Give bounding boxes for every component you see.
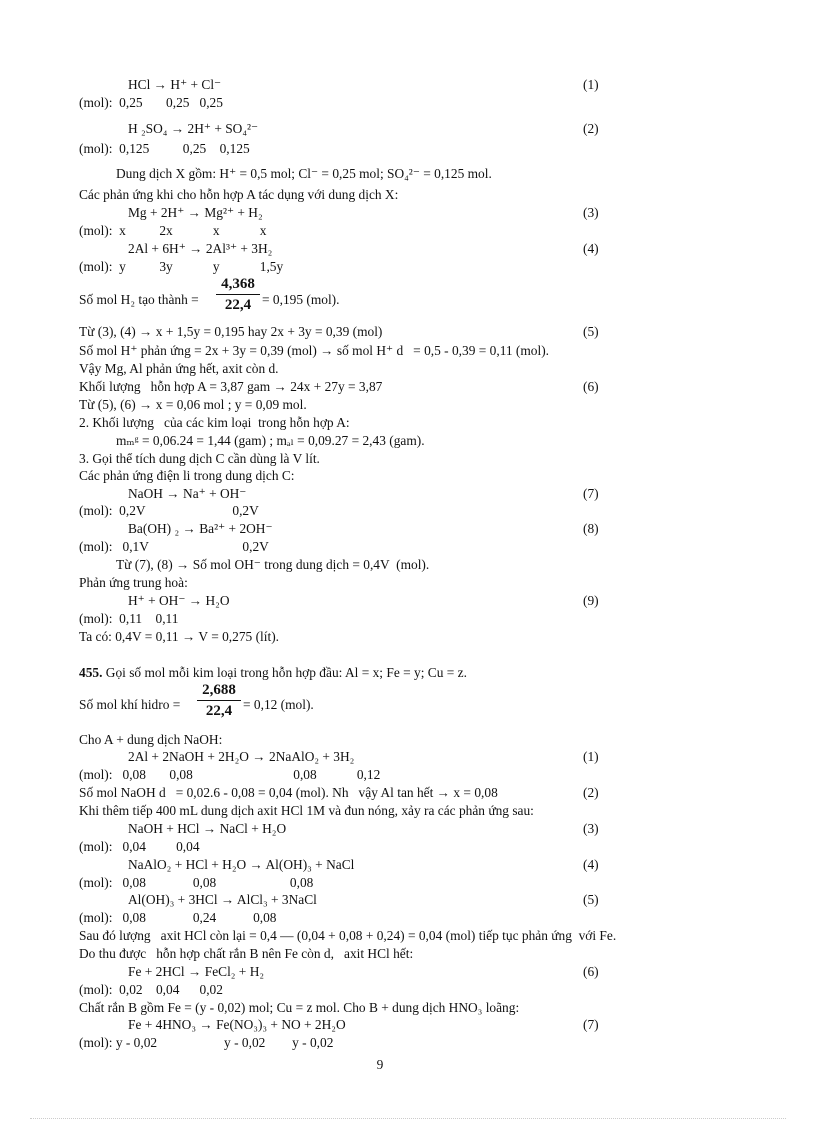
eq-number: (4) [583,241,599,256]
fraction-denominator: 22,4 [224,297,252,313]
eq-number: (4) [583,857,599,872]
line-23: Ba(OH) ₂ → Ba²⁺ + 2OH⁻ [128,521,273,536]
eq-number: (1) [583,749,599,764]
line-49: (mol): y - 0,02 y - 0,02 y - 0,02 [79,1035,334,1050]
line-34: (mol): 0,08 0,08 0,08 0,12 [79,767,381,782]
line-26: Phản ứng trung hoà: [79,575,188,590]
line-43: Sau đó lượng axit HCl còn lại = 0,4 — (0,04 + 0,08 + 0,24) = 0,04 (mol) tiếp tục phản ứng với Fe. [79,928,617,943]
eq-number: (6) [583,964,599,979]
line-24: (mol): 0,1V 0,2V [79,539,269,554]
fraction [216,276,260,314]
line-19: 3. Gọi thể tích dung dịch C cần dùng là V lít. [79,451,320,466]
line-9: 2Al + 6H⁺ → 2Al³⁺ + 3H₂ [128,241,273,256]
line-12: Từ (3), (4) → x + 1,5y = 0,195 hay 2x + 3y = 0,39 (mol) [79,324,383,339]
fraction-numerator: 4,368 [216,276,260,295]
line-5: Dung dịch X gồm: H⁺ = 0,5 mol; Cl⁻ = 0,25 mol; SO₄²⁻ = 0,125 mol. [116,166,492,181]
line-42: (mol): 0,08 0,24 0,08 [79,910,277,925]
line-32: Cho A + dung dịch NaOH: [79,732,223,747]
line-20: Các phản ứng điện li trong dung dịch C: [79,468,295,483]
line-46: (mol): 0,02 0,04 0,02 [79,982,223,997]
eq-number: (2) [583,121,599,136]
fraction [197,682,241,720]
line-21: NaOH → Na⁺ + OH⁻ [128,486,247,501]
line-41: Al(OH)₃ + 3HCl → AlCl₃ + 3NaCl [128,892,317,907]
eq-number: (3) [583,205,599,220]
line-27: H⁺ + OH⁻ → H₂O [128,593,230,608]
eq-number: (3) [583,821,599,836]
line-4: (mol): 0,125 0,25 0,125 [79,141,250,156]
line-31: Số mol khí hidro = [79,697,181,712]
line-38: (mol): 0,04 0,04 [79,839,200,854]
line-45: Fe + 2HCl → FeCl₂ + H₂ [128,964,265,979]
line-11-tail: = 0,195 (mol). [262,292,340,307]
line-29: Ta có: 0,4V = 0,11 → V = 0,275 (lít). [79,629,280,644]
line-37: NaOH + HCl → NaCl + H₂O [128,821,287,836]
line-7: Mg + 2H⁺ → Mg²⁺ + H₂ [128,205,263,220]
line-10: (mol): y 3y y 1,5y [79,259,284,274]
line-25: Từ (7), (8) → Số mol OH⁻ trong dung dịch = 0,4V (mol). [116,557,430,572]
line-1: HCl → H⁺ + Cl⁻ [128,77,222,92]
line-30-text: Gọi số mol mỗi kim loại trong hỗn hợp đầu: Al = x; Fe = y; Cu = z. [102,665,467,680]
eq-number: (6) [583,379,599,394]
line-22: (mol): 0,2V 0,2V [79,503,259,518]
line-14: Vậy Mg, Al phản ứng hết, axit còn d. [79,361,279,376]
eq-number: (7) [583,486,599,501]
line-36: Khi thêm tiếp 400 mL dung dịch axit HCl 1M và đun nóng, xảy ra các phản ứng sau: [79,803,534,818]
line-47: Chất rắn B gồm Fe = (y - 0,02) mol; Cu = z mol. Cho B + dung dịch HNO₃ loãng: [79,1000,520,1015]
line-6: Các phản ứng khi cho hỗn hợp A tác dụng với dung dịch X: [79,187,399,202]
line-28: (mol): 0,11 0,11 [79,611,179,626]
line-35: Số mol NaOH d = 0,02.6 - 0,08 = 0,04 (mol). Nh vậy Al tan hết → x = 0,08 [79,785,498,800]
line-39: NaAlO₂ + HCl + H₂O → Al(OH)₃ + NaCl [128,857,355,872]
line-31-tail: = 0,12 (mol). [243,697,314,712]
line-15: Khối lượng hỗn hợp A = 3,87 gam → 24x + 27y = 3,87 [79,379,383,394]
line-2: (mol): 0,25 0,25 0,25 [79,95,223,110]
eq-number: (9) [583,593,599,608]
line-48: Fe + 4HNO₃ → Fe(NO₃)₃ + NO + 2H₂O [128,1017,346,1032]
eq-number: (8) [583,521,599,536]
line-18: mₘᵍ = 0,06.24 = 1,44 (gam) ; mₐₗ = 0,09.27 = 2,43 (gam). [116,433,425,448]
line-3: H ₂SO₄ → 2H⁺ + SO₄²⁻ [128,121,259,136]
line-17: 2. Khối lượng của các kim loại trong hỗn hợp A: [79,415,350,430]
fraction-denominator: 22,4 [205,703,233,719]
line-30 [79,665,467,681]
line-8: (mol): x 2x x x [79,223,267,238]
eq-number: (2) [583,785,599,800]
line-44: Do thu được hỗn hợp chất rắn B nên Fe còn d, axit HCl hết: [79,946,414,961]
page-divider [30,1118,786,1119]
eq-number: (5) [583,892,599,907]
line-16: Từ (5), (6) → x = 0,06 mol ; y = 0,09 mol. [79,397,307,412]
exercise-number: 455. [79,665,103,680]
line-11: Số mol H₂ tạo thành = [79,292,199,307]
eq-number: (5) [583,324,599,339]
line-33: 2Al + 2NaOH + 2H₂O → 2NaAlO₂ + 3H₂ [128,749,355,764]
line-13: Số mol H⁺ phản ứng = 2x + 3y = 0,39 (mol) → số mol H⁺ d = 0,5 - 0,39 = 0,11 (mol). [79,343,550,358]
line-40: (mol): 0,08 0,08 0,08 [79,875,314,890]
eq-number: (7) [583,1017,599,1032]
eq-number: (1) [583,77,599,92]
page-number: 9 [376,1057,384,1072]
fraction-numerator: 2,688 [197,682,241,701]
